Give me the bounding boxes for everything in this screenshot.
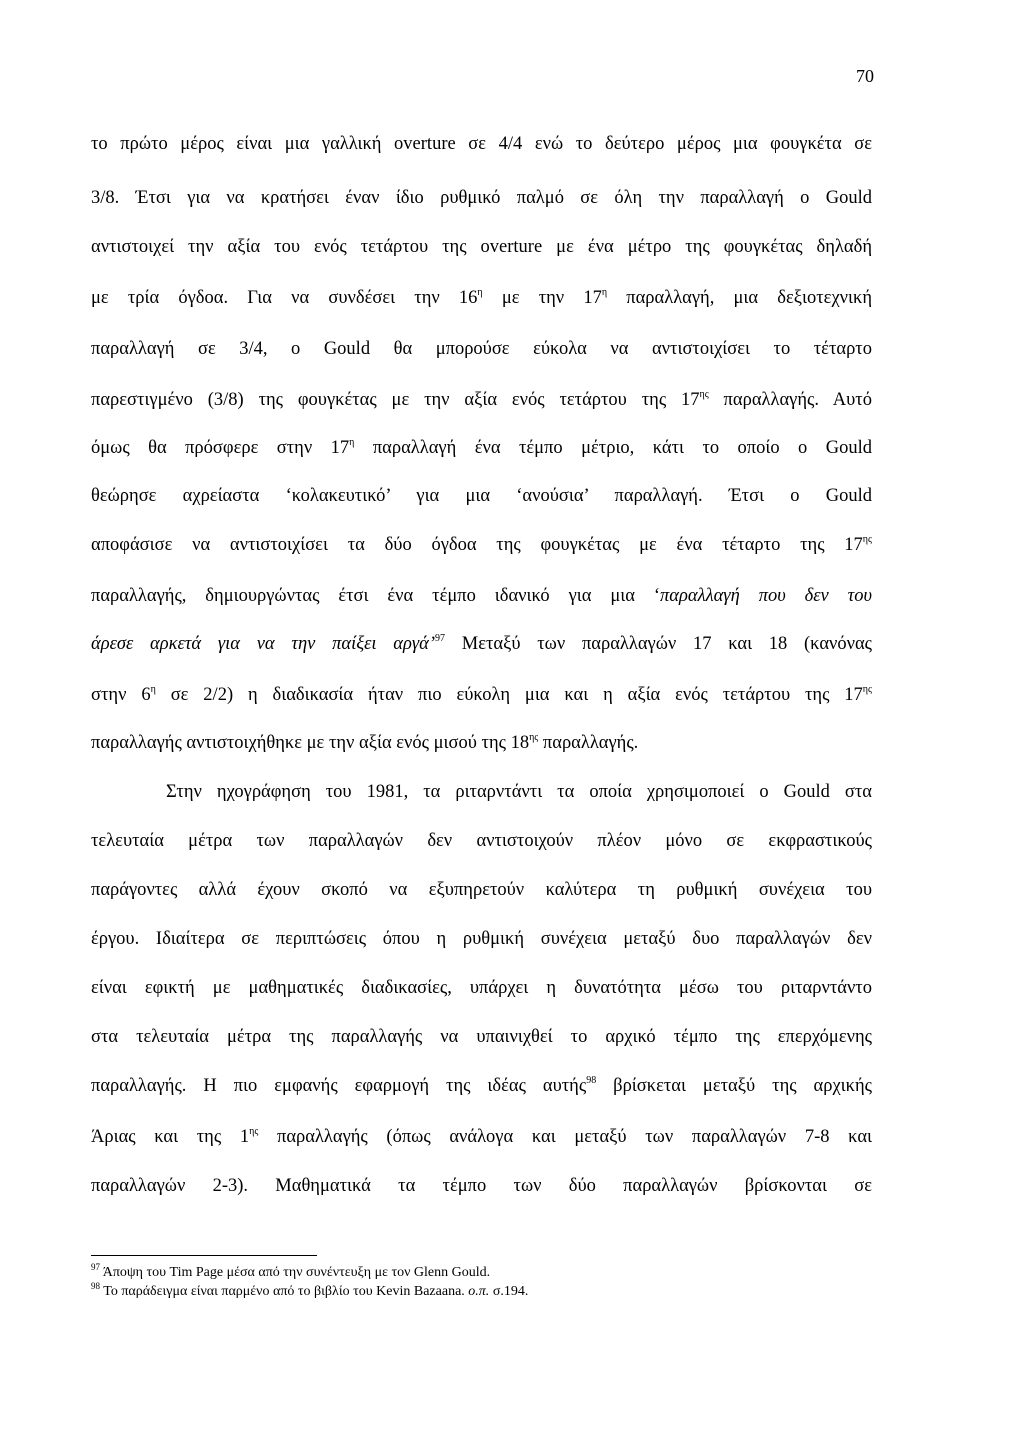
text-run: βρίσκεται μεταξύ της αρχικής xyxy=(596,1076,872,1096)
ordinal-superscript: η xyxy=(150,684,156,695)
footnote-ref[interactable]: 97 xyxy=(435,633,446,644)
body-line xyxy=(91,1025,872,1049)
text-run: παραλλαγών 2-3). Μαθηματικά τα τέμπο των δύο παραλλαγών βρίσκονται σε xyxy=(91,1176,872,1196)
body-line xyxy=(91,484,872,508)
body-line xyxy=(91,683,872,707)
text-run: παραλλαγή ένα τέμπο μέτριο, κάτι το οποίο ο Gould xyxy=(354,438,872,458)
text-run: Άριας και της 1 xyxy=(91,1127,250,1147)
text-run: παραλλαγής. Αυτό xyxy=(708,390,872,410)
text-run: Μεταξύ των παραλλαγών 17 και 18 (κανόνας xyxy=(445,634,873,654)
text-run: αποφάσισε να αντιστοιχίσει τα δύο όγδοα της φουγκέτας με ένα τέταρτο της 17 xyxy=(91,535,863,555)
body-line xyxy=(91,533,872,557)
footnote-divider xyxy=(91,1255,317,1256)
footnote-text: Το παράδειγμα είναι παρμένο από το βιβλίο του Kevin Bazaana. xyxy=(100,1284,469,1299)
body-line xyxy=(91,436,872,460)
text-run: τελευταία μέτρα των παραλλαγών δεν αντιστοιχούν πλέον μόνο σε εκφραστικούς xyxy=(91,831,872,851)
ordinal-superscript: ης xyxy=(862,684,872,695)
text-run: το πρώτο μέρος είναι μια γαλλική overture σε 4/4 ενώ το δεύτερο μέρος μια φουγκέτα σε xyxy=(91,134,872,154)
text-run: αντιστοιχεί την αξία του ενός τετάρτου της overture με ένα μέτρο της φουγκέτας δηλαδή xyxy=(91,237,872,257)
page-number: 70 xyxy=(856,66,874,86)
text-run: παραλλαγής. xyxy=(538,733,639,753)
text-run: παραλλαγής (όπως ανάλογα και μεταξύ των παραλλαγών 7-8 και xyxy=(258,1127,872,1147)
footnote-italic: ο.π. xyxy=(468,1284,490,1299)
text-run: σε 2/2) η διαδικασία ήταν πιο εύκολη μια και η αξία ενός τετάρτου της 17 xyxy=(155,685,863,705)
text-run: 3/8. Έτσι για να κρατήσει έναν ίδιο ρυθμικό παλμό σε όλη την παραλλαγή ο Gould xyxy=(91,188,872,208)
body-line xyxy=(91,1074,872,1098)
ordinal-superscript: ης xyxy=(699,389,709,400)
text-run: στην 6 xyxy=(91,685,151,705)
body-line xyxy=(91,584,872,608)
ordinal-superscript: ης xyxy=(862,534,872,545)
body-line xyxy=(91,829,872,853)
italic-quote: παραλλαγή που δεν του xyxy=(660,586,872,606)
body-line xyxy=(91,878,872,902)
footnote-97 xyxy=(91,1264,490,1282)
body-line xyxy=(91,976,872,1000)
body-line xyxy=(91,337,872,361)
ordinal-superscript: η xyxy=(349,437,355,448)
footnote-number: 97 xyxy=(91,1262,100,1272)
ordinal-superscript: ης xyxy=(249,1126,259,1137)
footnote-98 xyxy=(91,1283,528,1301)
footnote-text: σ.194. xyxy=(489,1284,529,1299)
text-run: στα τελευταία μέτρα της παραλλαγής να υπαινιχθεί το αρχικό τέμπο της επερχόμενης xyxy=(91,1027,872,1047)
text-run: παρεστιγμένο (3/8) της φουγκέτας με την αξία ενός τετάρτου της 17 xyxy=(91,390,700,410)
footnote-text: Άποψη του Tim Page μέσα από την συνέντευξη με τον Glenn Gould. xyxy=(100,1265,491,1280)
body-line xyxy=(91,1125,872,1149)
text-run: παραλλαγή σε 3/4, ο Gould θα μπορούσε εύκολα να αντιστοιχίσει το τέταρτο xyxy=(91,339,872,359)
body-line xyxy=(91,132,872,156)
text-run: έργου. Ιδιαίτερα σε περιπτώσεις όπου η ρυθμική συνέχεια μεταξύ δυο παραλλαγών δεν xyxy=(91,929,872,949)
footnote-ref[interactable]: 98 xyxy=(586,1075,597,1086)
body-line xyxy=(91,286,872,310)
ordinal-superscript: η xyxy=(601,287,608,298)
text-run: παραλλαγής. Η πιο εμφανής εφαρμογή της ιδέας αυτής xyxy=(91,1076,587,1096)
body-line xyxy=(91,1174,872,1198)
ordinal-superscript: η xyxy=(477,287,483,298)
italic-quote: άρεσε αρκετά για να την παίξει αργά’ xyxy=(91,634,436,654)
text-run: με τρία όγδοα. Για να συνδέσει την 16 xyxy=(91,288,478,308)
body-line xyxy=(91,731,872,755)
body-line xyxy=(91,388,872,412)
body-line xyxy=(91,632,872,656)
text-run: Στην ηχογράφηση του 1981, τα ριταρντάντι τα οποία χρησιμοποιεί ο Gould στα xyxy=(166,782,872,802)
ordinal-superscript: ης xyxy=(529,732,539,743)
text-run: θεώρησε αχρείαστα ‘κολακευτικό’ για μια ‘ανούσια’ παραλλαγή. Έτσι ο Gould xyxy=(91,486,872,506)
text-run: με την 17 xyxy=(482,288,602,308)
text-run: όμως θα πρόσφερε στην 17 xyxy=(91,438,350,458)
body-line xyxy=(91,186,872,210)
body-line xyxy=(91,927,872,951)
body-line xyxy=(91,235,872,259)
text-run: παράγοντες αλλά έχουν σκοπό να εξυπηρετούν καλύτερα τη ρυθμική συνέχεια του xyxy=(91,880,872,900)
footnote-number: 98 xyxy=(91,1281,100,1291)
text-run: είναι εφικτή με μαθηματικές διαδικασίες, υπάρχει η δυνατότητα μέσω του ριταρντάντο xyxy=(91,978,872,998)
body-line xyxy=(166,780,872,804)
text-run: παραλλαγής, δημιουργώντας έτσι ένα τέμπο ιδανικό για μια ‘ xyxy=(91,586,660,606)
text-run: παραλλαγή, μια δεξιοτεχνική xyxy=(607,288,872,308)
text-run: παραλλαγής αντιστοιχήθηκε με την αξία ενός μισού της 18 xyxy=(91,733,530,753)
